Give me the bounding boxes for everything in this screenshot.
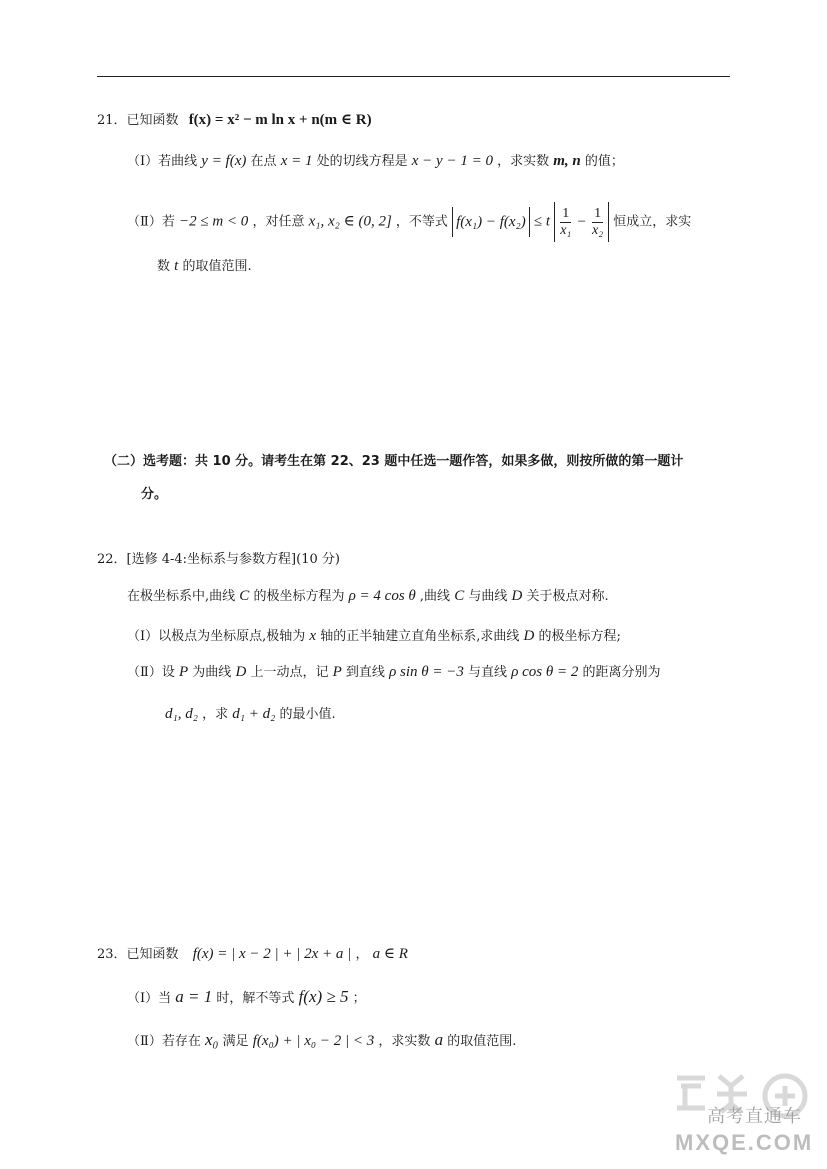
q21-part2-text-a: ，对任意 xyxy=(252,214,305,230)
q22-intro-curve-c: C xyxy=(239,588,250,604)
q23-part2-x0: x₀ xyxy=(204,1030,219,1049)
q22-part1-text-b: 轴的正半轴建立直角坐标系,求曲线 xyxy=(320,629,520,644)
q22-intro xyxy=(127,586,609,607)
q22-part2-text-h: 的最小值. xyxy=(279,707,336,722)
q22-part1 xyxy=(127,626,621,647)
q21-part2-minus: − xyxy=(577,214,586,230)
q23-part2-var-a: a xyxy=(434,1030,444,1049)
q22-part2-text-c: 上一动点，记 xyxy=(250,665,329,680)
q22-part2-line1-eq: ρ sin θ = −3 xyxy=(389,664,464,680)
q22-header-text: 22．[选修 4-4:坐标系与参数方程](10 分) xyxy=(97,552,340,567)
q21-part2-line2 xyxy=(157,256,252,277)
q21-part2-text-c: 恒成立，求实 xyxy=(613,214,692,230)
q23-part1-text-c: ； xyxy=(352,991,366,1006)
q23-part2 xyxy=(127,1030,516,1052)
q21-part1-text-b: 处的切线方程是 xyxy=(316,154,408,169)
section2-line1: （二）选考题：共 10 分。请考生在第 22、23 题中任选一题作答，如果多做，则按所做的第一题计 xyxy=(104,454,684,469)
q22-part2-text-e: 与直线 xyxy=(468,665,508,680)
frac-denominator: x₁ xyxy=(560,223,572,238)
q21-part2-var-t: t xyxy=(174,258,179,274)
q21-part1-label: （Ⅰ）若曲线 xyxy=(127,154,198,169)
q22-part2-sum: d₁ + d₂ xyxy=(232,706,276,722)
q22-part1-curve-d: D xyxy=(523,628,535,644)
q21-number: 21．已知函数 xyxy=(97,113,179,128)
q23-part1-text-b: 时，解不等式 xyxy=(216,991,295,1006)
q22-intro-text-c: ,曲线 xyxy=(419,589,451,604)
q21-part1 xyxy=(127,151,624,172)
q22-part2-text-d: 到直线 xyxy=(345,665,385,680)
watermark-en: MXQE.COM xyxy=(675,1130,814,1155)
q21-stem xyxy=(97,110,372,131)
q21-part1-point: x = 1 xyxy=(280,153,313,169)
q23-condition: a ∈ R xyxy=(372,946,408,962)
q21-part1-curve: y = f(x) xyxy=(201,153,247,169)
q21-part2-text-d: 数 xyxy=(157,259,171,274)
q21-part2-text-b: ，不等式 xyxy=(395,214,448,230)
q21-part2-abs-lhs xyxy=(452,207,530,237)
q23-comma: ， xyxy=(355,947,369,962)
q21-part2-text-e: 的取值范围. xyxy=(182,259,252,274)
q23-number: 23．已知函数 xyxy=(97,947,179,962)
q22-intro-curve-c2: C xyxy=(454,588,465,604)
q21-part2 xyxy=(127,202,691,242)
q23-part1 xyxy=(127,987,366,1009)
q22-intro-text-b: 的极坐标方程为 xyxy=(253,589,345,604)
q23-part2-text-d: 的取值范围. xyxy=(447,1034,517,1049)
q21-part1-text-d: 的值； xyxy=(584,154,624,169)
q23-function: f(x) = | x − 2 | + | 2x + a | xyxy=(192,946,352,962)
q22-part2-text-a: （Ⅱ）设 xyxy=(127,665,175,680)
header-rule xyxy=(97,76,730,77)
q21-part2-condition: −2 ≤ m < 0 xyxy=(178,213,249,230)
frac-numerator: 1 xyxy=(592,206,603,223)
q21-part2-label: （Ⅱ）若 xyxy=(127,214,175,230)
q23-part2-inequality: f(x₀) + | x₀ − 2 | < 3 xyxy=(252,1033,375,1049)
q23-part1-text-a: （Ⅰ）当 xyxy=(127,991,172,1006)
q22-part2-point-p: P xyxy=(178,664,189,680)
q21-part2-frac-1 xyxy=(560,206,571,239)
watermark-cn: 高考直通车 xyxy=(707,1106,802,1127)
q22-part2 xyxy=(127,662,661,683)
q21-part2-lhs: f(x₁) − f(x₂) xyxy=(456,214,526,230)
section2-title xyxy=(104,452,683,472)
q22-intro-curve-d: D xyxy=(511,588,523,604)
q22-part1-x: x xyxy=(309,628,317,644)
q22-part2-text-b: 为曲线 xyxy=(192,665,232,680)
q21-part1-vars: m, n xyxy=(553,153,581,169)
q22-intro-text-d: 与曲线 xyxy=(468,589,508,604)
q23-part1-a-value: a = 1 xyxy=(175,987,213,1006)
q22-part2-curve-d: D xyxy=(235,664,247,680)
q23-part2-text-b: 满足 xyxy=(222,1034,249,1049)
q22-part1-text-a: （Ⅰ）以极点为坐标原点,极轴为 xyxy=(127,629,306,644)
q23-part2-text-a: （Ⅱ）若存在 xyxy=(127,1034,201,1049)
section2-title-line2 xyxy=(141,485,167,505)
section2-line2: 分。 xyxy=(141,487,168,502)
q23-stem xyxy=(97,944,408,965)
q21-part2-leq: ≤ t xyxy=(533,213,551,230)
frac-denominator: x₂ xyxy=(592,223,604,238)
q21-part2-abs-rhs xyxy=(554,202,609,242)
q22-part2-line2 xyxy=(165,704,336,725)
q22-part2-text-f: 的距离分别为 xyxy=(582,665,661,680)
q21-part1-tangent-eq: x − y − 1 = 0 xyxy=(411,153,493,169)
q22-intro-polar-eq: ρ = 4 cos θ xyxy=(348,588,416,604)
watermark xyxy=(667,1066,817,1161)
q21-part2-domain: x₁, x₂ ∈ (0, 2] xyxy=(308,213,392,230)
q22-part2-line2-eq: ρ cos θ = 2 xyxy=(511,664,579,680)
q21-part1-text-c: ，求实数 xyxy=(497,154,550,169)
q21-function: f(x) = x² − m ln x + n(m ∈ R) xyxy=(188,112,372,128)
q22-part2-text-g: ，求 xyxy=(202,707,229,722)
q23-part1-inequality: f(x) ≥ 5 xyxy=(298,987,349,1006)
frac-numerator: 1 xyxy=(560,206,571,223)
q22-intro-text-a: 在极坐标系中,曲线 xyxy=(127,589,236,604)
q22-part1-text-c: 的极坐标方程; xyxy=(538,629,621,644)
q21-part1-text-a: 在点 xyxy=(250,154,277,169)
q22-part2-distances: d₁, d₂ xyxy=(165,706,198,722)
q21-part2-frac-2 xyxy=(592,206,603,239)
q22-header xyxy=(97,550,340,570)
q22-intro-text-e: 关于极点对称. xyxy=(526,589,609,604)
q23-part2-text-c: ，求实数 xyxy=(378,1034,431,1049)
q22-part2-point-p2: P xyxy=(332,664,342,680)
